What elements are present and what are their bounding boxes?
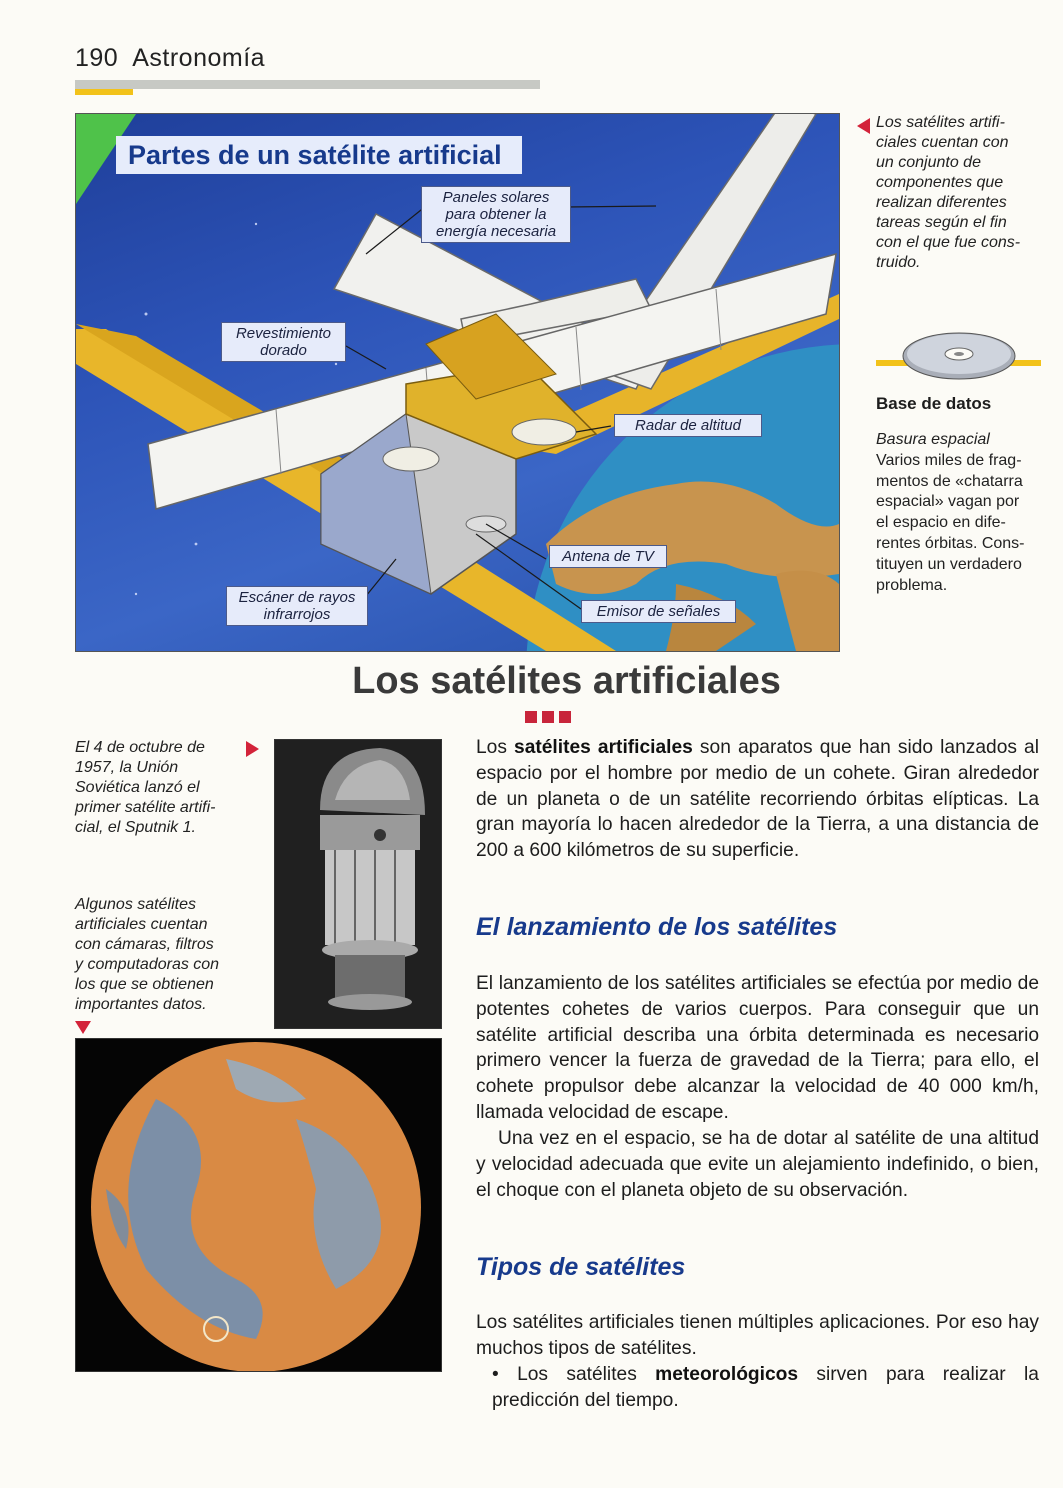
note-line: con el que fue cons- (876, 234, 1021, 251)
bullet-text: sirven para realizar la predicción del tiempo. (492, 1364, 1039, 1411)
page-title: Los satélites artificiales (352, 660, 781, 702)
intro-bold: satélites artificiales (514, 737, 693, 758)
caption-line: primer satélite artifi- (75, 799, 216, 816)
page-number: 190 (75, 44, 119, 72)
intro-text: Los (476, 737, 515, 758)
note-line: Los satélites artifi- (876, 114, 1005, 131)
label-line: infrarrojos (263, 606, 331, 623)
note-line: ciales cuentan con (876, 134, 1009, 151)
intro-paragraph (476, 735, 1039, 864)
caption-line: con cámaras, filtros (75, 936, 214, 953)
cd-disc-icon (900, 330, 1018, 382)
database-title: Base de datos (876, 394, 992, 413)
bullet-bold: meteorológicos (655, 1364, 799, 1385)
note-line: un conjunto de (876, 154, 981, 171)
sputnik-image (275, 740, 441, 1028)
label-tv-antenna: Antena de TV (549, 545, 667, 568)
bullet-icon: • (492, 1364, 518, 1385)
label-line: energía necesaria (435, 223, 557, 240)
caption-line: 1957, la Unión (75, 759, 179, 776)
pointer-right-icon (246, 741, 259, 757)
intro-text: son aparatos que han sido lanzados al espacio por el hombre por medio de un cohete. Giran alrededor de un planeta o de un satélite recorriendo órbitas elípticas. La gran mayoría lo hacen alrededor de la Tierra, a una distancia de 200 a 600 kilómetros de su superficie. (476, 737, 1039, 862)
caption-line: artificiales cuentan (75, 916, 208, 933)
caption-line: Soviética lanzó el (75, 779, 200, 796)
caption-earth (75, 895, 245, 1015)
note-line: componentes que (876, 174, 1004, 191)
label-line: para obtener la (445, 206, 547, 223)
page-header (75, 44, 279, 73)
types-bullet (492, 1362, 1039, 1414)
label-line: Paneles solares (442, 189, 550, 206)
note-line: truido. (876, 254, 921, 271)
note-line: tareas según el fin (876, 214, 1007, 231)
database-line: problema. (876, 576, 948, 594)
satellite-figure (75, 113, 840, 652)
label-line: Revestimiento (235, 325, 332, 342)
database-line: el espacio en dife- (876, 514, 1006, 532)
note-line: realizan diferentes (876, 194, 1007, 211)
database-line: Varios miles de frag- (876, 451, 1022, 469)
database-body (876, 430, 1041, 596)
caption-line: los que se obtienen (75, 976, 214, 993)
sputnik-photo (274, 739, 442, 1029)
caption-line: El 4 de octubre de (75, 739, 205, 756)
pointer-left-icon (857, 118, 870, 134)
database-line: mentos de «chatarra (876, 472, 1023, 490)
side-note-satellite-parts (876, 113, 1046, 273)
header-rule-accent (75, 89, 133, 95)
caption-line: y computadoras con (75, 956, 220, 973)
caption-line: cial, el Sputnik 1. (75, 819, 196, 836)
earth-photo (75, 1038, 442, 1372)
caption-sputnik (75, 738, 245, 838)
database-line: tituyen un verdadero (876, 555, 1022, 573)
section-name: Astronomía (132, 44, 266, 72)
bullet-text: Los satélites (517, 1364, 656, 1385)
label-altitude-radar: Radar de altitud (614, 414, 762, 437)
pointer-down-icon (75, 1021, 91, 1034)
label-infrared-scanner (226, 586, 368, 626)
title-ornament (525, 710, 576, 728)
earth-image (76, 1039, 441, 1371)
label-solar-panels (421, 186, 571, 243)
caption-line: Algunos satélites (75, 896, 196, 913)
label-signal-emitter: Emisor de señales (581, 600, 736, 623)
label-gold-coating (221, 322, 346, 362)
figure-title: Partes de un satélite artificial (116, 136, 522, 174)
label-line: dorado (260, 342, 307, 359)
section-heading-launch: El lanzamiento de los satélites (476, 913, 838, 941)
caption-line: importantes datos. (75, 996, 207, 1013)
database-line: rentes órbitas. Cons- (876, 534, 1025, 552)
launch-paragraph-2: Una vez en el espacio, se ha de dotar al satélite de una altitud y velocidad adecuada que evite un alejamiento indefinido, o bien, el choque con el planeta objeto de su observación. (476, 1128, 1039, 1201)
label-line: Escáner de rayos (238, 589, 356, 606)
database-line: espacial» vagan por (876, 493, 1020, 511)
section-heading-types: Tipos de satélites (476, 1253, 686, 1281)
launch-paragraph-1: El lanzamiento de los satélites artificiales se efectúa por medio de potentes cohetes de varios cuerpos. Para conseguir que un satélite artificial describa una órbita determinada es necesario primero vencer la fuerza de gravedad de la Tierra; para ello, el cohete propulsor debe alcanzar la velocidad de 40 000 km/h, llamada velocidad de escape. (476, 973, 1039, 1123)
types-paragraph: Los satélites artificiales tienen múltiples aplicaciones. Por eso hay muchos tipos de satélites. (476, 1312, 1039, 1359)
database-subtitle: Basura espacial (876, 431, 990, 448)
header-rule (75, 80, 540, 89)
